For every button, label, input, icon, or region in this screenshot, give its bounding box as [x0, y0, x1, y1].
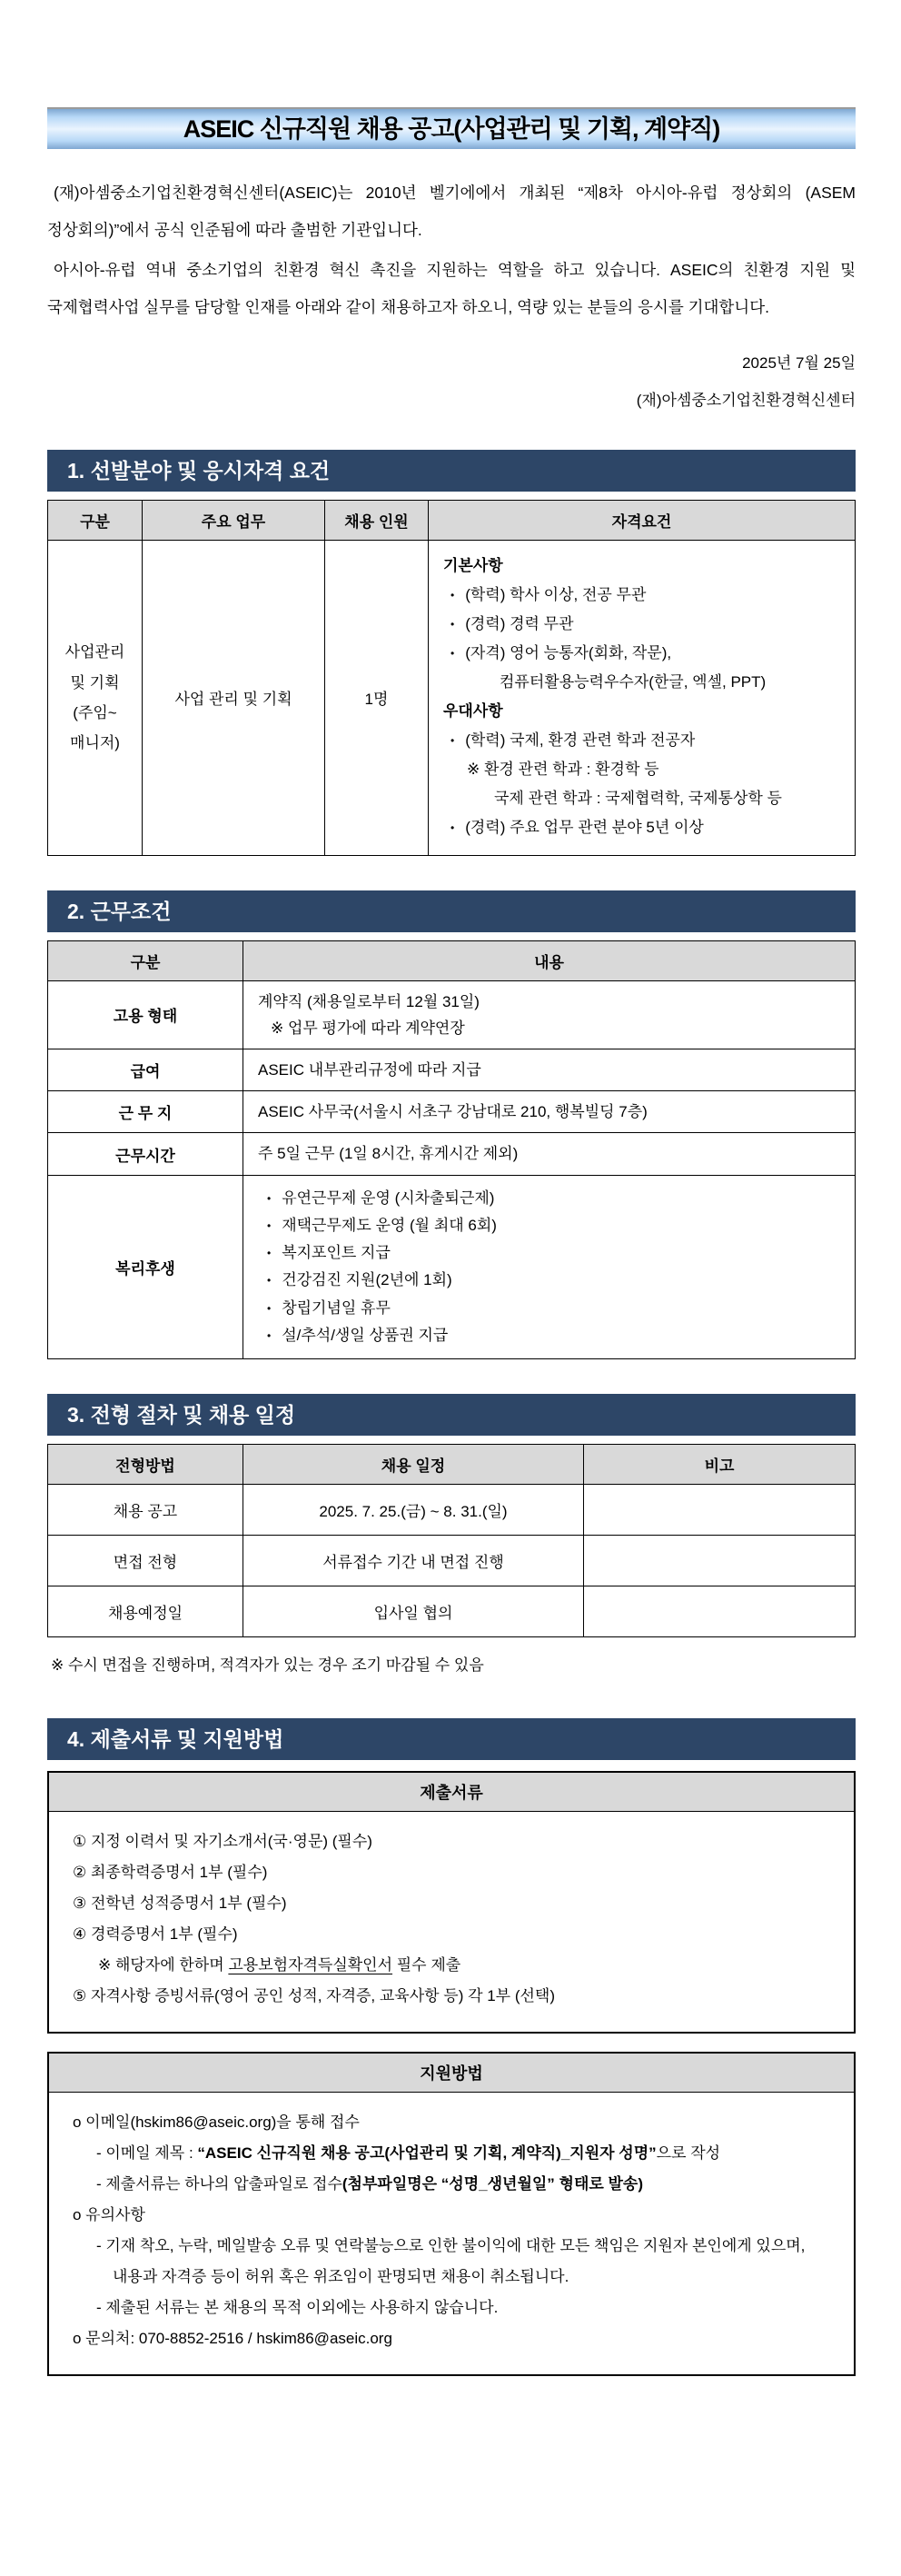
section-3-heading: 3. 전형 절차 및 채용 일정: [47, 1394, 856, 1436]
table-row: [48, 1485, 856, 1536]
section-4-heading: 4. 제출서류 및 지원방법: [47, 1718, 856, 1760]
content-line: 계약직 (채용일로부터 12월 31일): [258, 992, 480, 1010]
col-header-duty: 주요 업무: [143, 500, 325, 540]
basic-requirements-title: 기본사항: [443, 556, 503, 574]
row-label: 급여: [48, 1049, 243, 1090]
row-content: ASEIC 사무국(서울시 서초구 강남대로 210, 행복빌딩 7층): [243, 1091, 856, 1133]
application-method-title: 지원방법: [49, 2054, 854, 2093]
row-content: ASEIC 내부관리규정에 따라 지급: [243, 1049, 856, 1090]
list-item: • (경력) 주요 업무 관련 분야 5년 이상: [443, 813, 840, 842]
apply-line-subject: [73, 2138, 830, 2169]
category-cell: [48, 540, 143, 855]
list-item: ⑤ 자격사항 증빙서류(영어 공인 성적, 자격증, 교육사항 등) 각 1부 (선택): [73, 1987, 555, 2005]
list-item: ② 최종학력증명서 1부 (필수): [73, 1864, 268, 1882]
remarks-cell: [584, 1586, 856, 1637]
list-item: • (학력) 국제, 환경 관련 학과 전공자: [443, 726, 840, 755]
list-item: ① 지정 이력서 및 자기소개서(국·영문) (필수): [73, 1833, 372, 1851]
headcount-cell: 1명: [325, 540, 429, 855]
col-header-method: 전형방법: [48, 1445, 243, 1485]
list-item-continuation: 컴퓨터활용능력우수자(한글, 엑셀, PPT): [500, 672, 767, 691]
table-header-row: [48, 940, 856, 980]
category-line: 사업관리: [64, 643, 125, 661]
col-header-category: 구분: [48, 500, 143, 540]
note-line: 국제 관련 학과 : 국제협력학, 국제통상학 등: [494, 789, 782, 807]
table-header-row: [48, 1445, 856, 1485]
note-suffix: 필수 제출: [392, 1956, 461, 1974]
method-cell: 면접 전형: [48, 1536, 243, 1586]
remarks-cell: [584, 1536, 856, 1586]
col-header-headcount: 채용 인원: [325, 500, 429, 540]
table-row: [48, 1133, 856, 1175]
table-row: [48, 1536, 856, 1586]
duty-cell: 사업 관리 및 기획: [143, 540, 325, 855]
col-header-schedule: 채용 일정: [243, 1445, 584, 1485]
list-item: • 창립기념일 휴무: [258, 1295, 840, 1322]
table-row: [48, 1049, 856, 1090]
row-label: 근무시간: [48, 1133, 243, 1175]
section-2-heading: 2. 근무조건: [47, 890, 856, 932]
category-line: (주임~: [73, 703, 117, 721]
col-header-qualification: 자격요건: [429, 500, 856, 540]
table-row: [48, 1586, 856, 1637]
apply-line-caution-2: - 제출된 서류는 본 채용의 목적 이외에는 사용하지 않습니다.: [96, 2299, 499, 2317]
required-documents-body: [49, 1812, 854, 2032]
row-content: 주 5일 근무 (1일 8시간, 휴게시간 제외): [243, 1133, 856, 1175]
content-line: ※ 업무 평가에 따라 계약연장: [271, 1019, 465, 1037]
note-line: [73, 1950, 830, 1981]
table-header-row: [48, 500, 856, 540]
list-item: • 재택근무제도 운영 (월 최대 6회): [258, 1212, 840, 1239]
preferred-requirements-title: 우대사항: [443, 701, 503, 720]
col-header-category: 구분: [48, 940, 243, 980]
apply-line-contact: o 문의처: 070-8852-2516 / hskim86@aseic.org: [73, 2330, 392, 2348]
bold-text-run: (첨부파일명은 “성명_생년월일” 형태로 발송): [342, 2175, 644, 2193]
category-line: 매니저): [70, 733, 120, 751]
schedule-table: [47, 1444, 856, 1637]
note-prefix: ※ 해당자에 한하며: [98, 1956, 229, 1974]
row-content: [243, 980, 856, 1049]
section-1-heading: 1. 선발분야 및 응시자격 요건: [47, 450, 856, 492]
apply-line-email: o 이메일(hskim86@aseic.org)을 통해 접수: [73, 2114, 360, 2132]
schedule-footnote: ※ 수시 면접을 진행하며, 적격자가 있는 경우 조기 마감될 수 있음: [51, 1656, 484, 1675]
welfare-list: [243, 1175, 856, 1359]
table-row: [48, 980, 856, 1049]
table-row: [48, 540, 856, 855]
category-line: 및 기획: [70, 673, 120, 691]
table-row: [48, 1091, 856, 1133]
list-item: ④ 경력증명서 1부 (필수): [73, 1925, 238, 1944]
table-row: [48, 1175, 856, 1359]
row-label: 복리후생: [48, 1175, 243, 1359]
required-documents-box: [47, 1771, 856, 2034]
intro-paragraph-1: (재)아셈중소기업친환경혁신센터(ASEIC)는 2010년 벨기에에서 개최된 “제8차 아시아-유럽 정상회의 (ASEM 정상회의)”에서 공식 인준됨에 따라 출범한 기관입니다.: [47, 184, 856, 239]
page-title: ASEIC 신규직원 채용 공고(사업관리 및 기획, 계약직): [183, 115, 720, 143]
list-item: • 건강검진 지원(2년에 1회): [258, 1267, 840, 1294]
apply-line-caution-title: o 유의사항: [73, 2206, 145, 2224]
working-conditions-table: [47, 940, 856, 1360]
list-item: • (자격) 영어 능통자(회화, 작문),: [443, 639, 840, 668]
remarks-cell: [584, 1485, 856, 1536]
method-cell: 채용예정일: [48, 1586, 243, 1637]
col-header-content: 내용: [243, 940, 856, 980]
announcement-date: 2025년 7월 25일: [742, 354, 856, 373]
organization-name: (재)아셈중소기업친환경혁신센터: [636, 391, 856, 409]
list-item: • 유연근무제 운영 (시차출퇴근제): [258, 1185, 840, 1212]
apply-line-caution-1: - 기재 착오, 누락, 메일발송 오류 및 연락불능으로 인한 불이익에 대한 모든 책임은 지원자 본인에게 있으며, 내용과 자격증 등이 허위 혹은 위조임이 판명되면 채용이 취소됩니다.: [96, 2237, 806, 2286]
list-item: ③ 전학년 성적증명서 1부 (필수): [73, 1895, 287, 1913]
method-cell: 채용 공고: [48, 1485, 243, 1536]
note-line: ※ 환경 관련 학과 : 환경학 등: [467, 760, 659, 778]
list-item: • (경력) 경력 무관: [443, 610, 840, 639]
underlined-document-name: 고용보험자격득실확인서: [228, 1956, 393, 1974]
application-method-box: [47, 2052, 856, 2376]
schedule-cell: 서류접수 기간 내 면접 진행: [243, 1536, 584, 1586]
intro-paragraph-2: 아시아-유럽 역내 중소기업의 친환경 혁신 촉진을 지원하는 역할을 하고 있습니다. ASEIC의 친환경 지원 및 국제협력사업 실무를 담당할 인재를 아래와 같이 채용하고자 하오니, 역량 있는 분들의 응시를 기대합니다.: [47, 261, 856, 316]
list-item: • 설/추석/생일 상품권 지급: [258, 1322, 840, 1349]
qualification-cell: [429, 540, 856, 855]
required-documents-title: 제출서류: [49, 1773, 854, 1812]
text-run: 으로 작성: [656, 2144, 721, 2163]
text-run: - 제출서류는 하나의 압출파일로 접수: [96, 2175, 342, 2193]
text-run: - 이메일 제목 :: [96, 2144, 198, 2163]
row-label: 고용 형태: [48, 980, 243, 1049]
apply-line-attachment: [73, 2169, 830, 2200]
schedule-cell: 2025. 7. 25.(금) ~ 8. 31.(일): [243, 1485, 584, 1536]
col-header-remarks: 비고: [584, 1445, 856, 1485]
list-item: • (학력) 학사 이상, 전공 무관: [443, 581, 840, 610]
application-method-body: [49, 2093, 854, 2374]
row-label: 근 무 지: [48, 1091, 243, 1133]
bold-text-run: “ASEIC 신규직원 채용 공고(사업관리 및 기획, 계약직)_지원자 성명”: [197, 2144, 657, 2163]
schedule-cell: 입사일 협의: [243, 1586, 584, 1637]
page-title-banner: [47, 107, 856, 149]
list-item: • 복지포인트 지급: [258, 1239, 840, 1267]
recruitment-field-table: [47, 500, 856, 856]
